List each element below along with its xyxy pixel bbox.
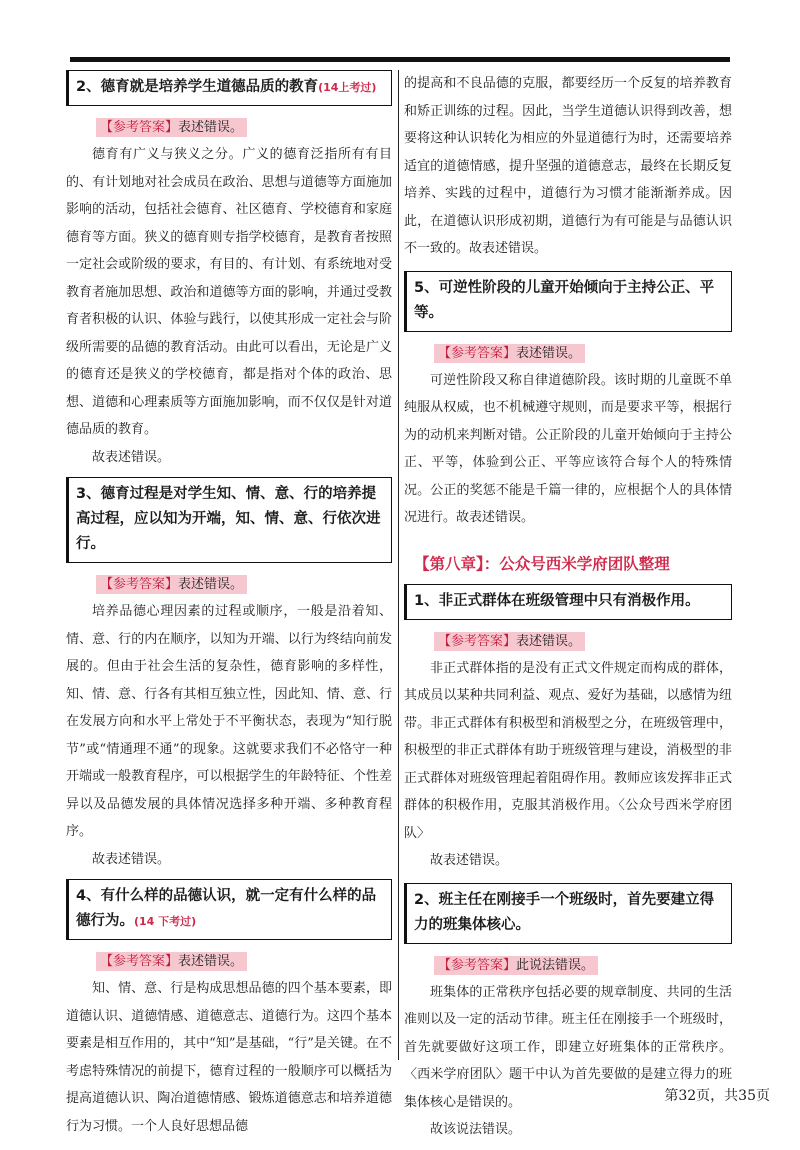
question-5 bbox=[404, 271, 732, 532]
question-title bbox=[66, 70, 392, 106]
answer-conclusion: 故表述错误。 bbox=[92, 449, 171, 465]
question-title bbox=[66, 879, 392, 940]
answer-label: 【参考答案】表述错误。 bbox=[96, 575, 247, 594]
column-divider bbox=[398, 70, 399, 1060]
answer-body: 德育有广义与狭义之分。广义的德育泛指所有有目的、有计划地对社会成员在政治、思想与道德等方面施加影响的活动，包括社会德育、社区德育、学校德育和家庭德育等方面。狭义的德育则专指学校德育，是教育者按照一定社会或阶级的要求，有目的、有计划、有系统地对受教育者施加思想、政治和道德等方面的影响，并通过受教育者积极的认识、体验与践行，以使其形成一定社会与阶级所需要的品德的教育活动。由此可以看出，无论是广义的德育还是狭义的学校德育，都是指对个体的政治、思想、道德和心理素质等方面施加影响，而不仅仅是针对道德品质的教育。 bbox=[66, 147, 392, 437]
answer-body: 班集体的正常秩序包括必要的规章制度、共同的生活准则以及一定的活动节律。班主任在刚接手一个班级时，首先就要做好这项工作，即建立好班集体的正常秩序。〈西米学府团队〉题干中认为首先要做的是建立得力的班集体核心是错误的。 bbox=[404, 984, 732, 1110]
page-number: 第32页，共35页 bbox=[664, 1088, 770, 1104]
continued-text: 的提高和不良品德的克服，都要经历一个反复的培养教育和矫正训练的过程。因此，当学生道德认识得到改善，想要将这种认识转化为相应的外显道德行为时，还需要培养适宜的道德情感，提升坚强的道德意志，最终在长期反复培养、实践的过程中，道德行为习惯才能渐渐养成。因此，在道德认识形成初期，道德行为有可能是与品德认识不一致的。故表述错误。 bbox=[404, 76, 732, 256]
exam-note: (14上考过) bbox=[318, 81, 377, 94]
question-title-text: 4、有什么样的品德认识，就一定有什么样的品德行为。 bbox=[76, 888, 377, 929]
answer-conclusion: 故表述错误。 bbox=[430, 853, 509, 868]
answer-body: 知、情、意、行是构成思想品德的四个基本要素，即道德认识、道德情感、道德意志、道德行为。这四个基本要素是相互作用的，其中“知”是基础，“行”是关键。在不考虑特殊情况的前提下，德育过程的一般顺序可以概括为提高道德认识、陶冶道德情感、锻炼道德意志和培养道德行为习惯。一个人良好思想品德 bbox=[66, 981, 392, 1134]
answer-conclusion: 故表述错误。 bbox=[92, 851, 171, 867]
answer-body: 非正式群体指的是没有正式文件规定而构成的群体，其成员以某种共同利益、观点、爱好为基础，以感情为纽带。非正式群体有积极型和消极型之分，在班级管理中，积极型的非正式群体有助于班级管理与建设，消极型的非正式群体对班级管理起着阻碍作用。教师应该发挥非正式群体的积极作用，克服其消极作用。〈公众号西米学府团队〉 bbox=[404, 660, 732, 841]
question-4 bbox=[66, 879, 392, 1140]
answer-body: 培养品德心理因素的过程或顺序，一般是沿着知、情、意、行的内在顺序，以知为开端、以行为终结向前发展的。但由于社会生活的复杂性，德育影响的多样性，知、情、意、行各有其相互独立性，因此知、情、意、行在发展方向和水平上常处于不平衡状态，表现为“知行脱节”或“情通理不通”的现象。这就要求我们不必恪守一种开端或一般教育程序，可以根据学生的年龄特征、个性差异以及品德发展的具体情况选择多种开端、多种教育程序。 bbox=[66, 604, 392, 839]
question-3 bbox=[66, 477, 392, 873]
answer-label: 【参考答案】表述错误。 bbox=[434, 632, 585, 651]
chapter8-question-1 bbox=[404, 584, 732, 875]
answer-label: 【参考答案】表述错误。 bbox=[96, 118, 247, 137]
answer-label: 【参考答案】此说法错误。 bbox=[434, 956, 598, 975]
header-rule bbox=[70, 57, 730, 62]
question-title-text: 2、德育就是培养学生道德品质的教育 bbox=[76, 79, 319, 95]
chapter-heading: 【第八章】：公众号西米学府团队整理 bbox=[414, 554, 670, 573]
answer-label: 【参考答案】表述错误。 bbox=[96, 952, 247, 971]
left-column bbox=[66, 70, 392, 1146]
question-title: 2、班主任在刚接手一个班级时，首先要建立得力的班集体核心。 bbox=[404, 883, 732, 944]
answer-label: 【参考答案】表述错误。 bbox=[434, 344, 585, 363]
answer-body: 可逆性阶段又称自律道德阶段。该时期的儿童既不单纯服从权威，也不机械遵守规则，而是要求平等，根据行为的动机来判断对错。公正阶段的儿童开始倾向于主持公正、平等，体验到公正、平等应该符合每个人的特殊情况。公正的奖惩不能是千篇一律的，应根据个人的具体情况进行。故表述错误。 bbox=[404, 372, 732, 525]
question-2 bbox=[66, 70, 392, 471]
question-title: 3、德育过程是对学生知、情、意、行的培养提高过程，应以知为开端，知、情、意、行依次进行。 bbox=[66, 477, 392, 563]
question-title: 1、非正式群体在班级管理中只有消极作用。 bbox=[404, 584, 732, 620]
exam-note: (14 下考过) bbox=[134, 915, 197, 928]
answer-conclusion: 故该说法错误。 bbox=[430, 1122, 522, 1137]
right-column bbox=[404, 70, 732, 1150]
question-title: 5、可逆性阶段的儿童开始倾向于主持公正、平等。 bbox=[404, 271, 732, 332]
